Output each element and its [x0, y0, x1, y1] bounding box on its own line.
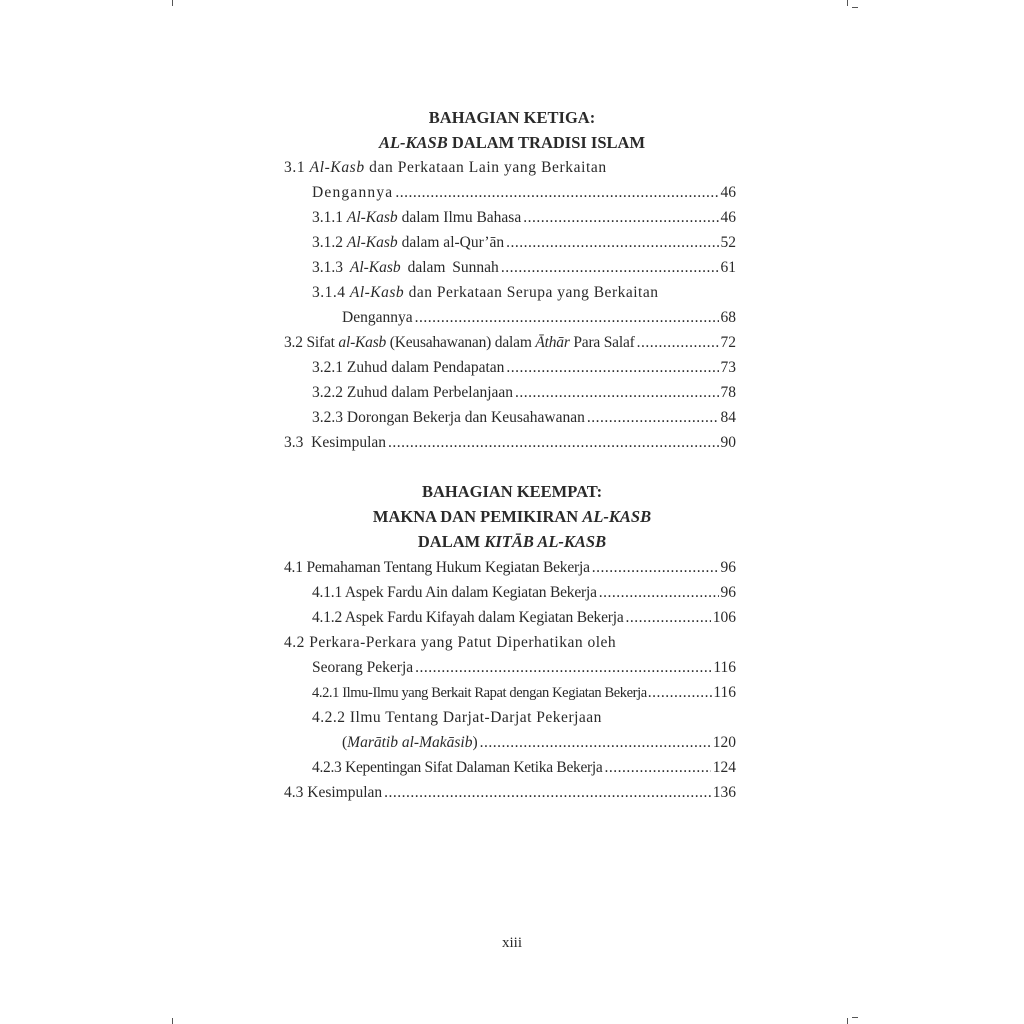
dot-leader	[415, 658, 711, 678]
crop-mark-bottom-left	[172, 1018, 173, 1024]
toc-entry-3-3[interactable]: 3.3 Kesimpulan ..... 90	[284, 433, 736, 453]
part4-heading-line1: BAHAGIAN KEEMPAT:	[421, 482, 603, 501]
toc-entry-3-2-1[interactable]: 3.2.1 Zuhud dalam Pendapatan ..... 73	[312, 358, 736, 378]
page-ref: 68	[720, 309, 736, 326]
page-ref: 124	[712, 759, 736, 776]
toc-entry-3-1-4[interactable]: 3.1.4 Al-Kasb dan Perkataan Serupa yang Berkaitan	[312, 284, 659, 301]
part3-heading-line2: AL-KASB DALAM TRADISI ISLAM	[378, 133, 646, 152]
dot-leader	[592, 558, 719, 578]
crop-mark-top-right-h	[852, 7, 858, 8]
dot-leader	[605, 758, 711, 778]
toc-entry-3-1-3[interactable]: 3.1.3 Al-Kasb dalam Sunnah ..... 61	[312, 258, 736, 278]
dot-leader	[506, 233, 718, 253]
crop-mark-bottom-right	[847, 1018, 848, 1024]
page-ref: 84	[720, 409, 736, 426]
crop-mark-top-left	[172, 0, 173, 6]
page-ref: 106	[712, 609, 736, 626]
dot-leader	[599, 583, 719, 603]
dot-leader	[637, 333, 719, 353]
page-ref: 116	[713, 659, 736, 676]
toc-entry-4-1[interactable]: 4.1 Pemahaman Tentang Hukum Kegiatan Bekerja ..... 96	[284, 558, 736, 578]
dot-leader	[501, 258, 719, 278]
toc-entry-4-1-2[interactable]: 4.1.2 Aspek Fardu Kifayah dalam Kegiatan Bekerja ..... 106	[312, 608, 736, 628]
toc-entry-4-2-2-cont[interactable]: (Marātib al-Makāsib) ..... 120	[342, 733, 736, 753]
dot-leader	[388, 433, 718, 453]
dot-leader	[648, 683, 713, 703]
page-ref: 52	[720, 234, 736, 251]
toc-entry-4-1-1[interactable]: 4.1.1 Aspek Fardu Ain dalam Kegiatan Bekerja ..... 96	[312, 583, 736, 603]
dot-leader	[515, 383, 718, 403]
page-ref: 96	[720, 584, 736, 601]
toc-entry-3-1-cont[interactable]: Dengannya ..... 46	[312, 183, 736, 203]
dot-leader	[415, 308, 719, 328]
toc-entry-3-2-2[interactable]: 3.2.2 Zuhud dalam Perbelanjaan ..... 78	[312, 383, 736, 403]
page-ref: 72	[720, 334, 736, 351]
part4-heading-line2: MAKNA DAN PEMIKIRAN AL-KASB	[372, 507, 652, 526]
crop-mark-bottom-right-h	[852, 1017, 858, 1018]
page-ref: 46	[720, 184, 736, 201]
toc-entry-3-1-1[interactable]: 3.1.1 Al-Kasb dalam Ilmu Bahasa ..... 46	[312, 208, 736, 228]
toc-entry-3-1[interactable]: 3.1 Al-Kasb dan Perkataan Lain yang Berkaitan	[284, 159, 607, 176]
dot-leader	[395, 183, 718, 203]
page-ref: 116	[713, 684, 736, 701]
toc-entry-3-2-3[interactable]: 3.2.3 Dorongan Bekerja dan Keusahawanan ..... 84	[312, 408, 736, 428]
page-ref: 78	[720, 384, 736, 401]
toc-entry-4-2-2[interactable]: 4.2.2 Ilmu Tentang Darjat-Darjat Pekerjaan	[312, 709, 602, 726]
toc-entry-3-2[interactable]: 3.2 Sifat al-Kasb (Keusahawanan) dalam Āthār Para Salaf ..... 72	[284, 333, 736, 353]
crop-mark-top-right	[847, 0, 848, 6]
page-ref: 120	[712, 734, 736, 751]
toc-entry-4-3[interactable]: 4.3 Kesimpulan ..... 136	[284, 783, 736, 803]
page-ref: 46	[720, 209, 736, 226]
page-ref: 61	[720, 259, 736, 276]
part4-heading-line3: DALAM KITĀB AL-KASB	[417, 532, 607, 551]
dot-leader	[480, 733, 711, 753]
page-ref: 136	[712, 784, 736, 801]
toc-entry-4-2[interactable]: 4.2 Perkara-Perkara yang Patut Diperhatikan oleh	[284, 634, 617, 651]
page-ref: 90	[720, 434, 736, 451]
dot-leader	[384, 783, 711, 803]
toc-entry-4-2-cont[interactable]: Seorang Pekerja ..... 116	[312, 658, 736, 678]
toc-entry-3-1-2[interactable]: 3.1.2 Al-Kasb dalam al-Qur’ān ..... 52	[312, 233, 736, 253]
page-number: xiii	[501, 935, 522, 951]
dot-leader	[523, 208, 718, 228]
toc-entry-4-2-1[interactable]: 4.2.1 Ilmu-Ilmu yang Berkait Rapat dengan Kegiatan Bekerja ..... 116	[312, 683, 736, 703]
page-ref: 96	[720, 559, 736, 576]
dot-leader	[587, 408, 719, 428]
dot-leader	[506, 358, 718, 378]
dot-leader	[626, 608, 711, 628]
toc-entry-4-2-3[interactable]: 4.2.3 Kepentingan Sifat Dalaman Ketika Bekerja ..... 124	[312, 758, 736, 778]
page-ref: 73	[720, 359, 736, 376]
toc-entry-3-1-4-cont[interactable]: Dengannya ..... 68	[342, 308, 736, 328]
part3-heading-line1: BAHAGIAN KETIGA:	[428, 108, 596, 127]
